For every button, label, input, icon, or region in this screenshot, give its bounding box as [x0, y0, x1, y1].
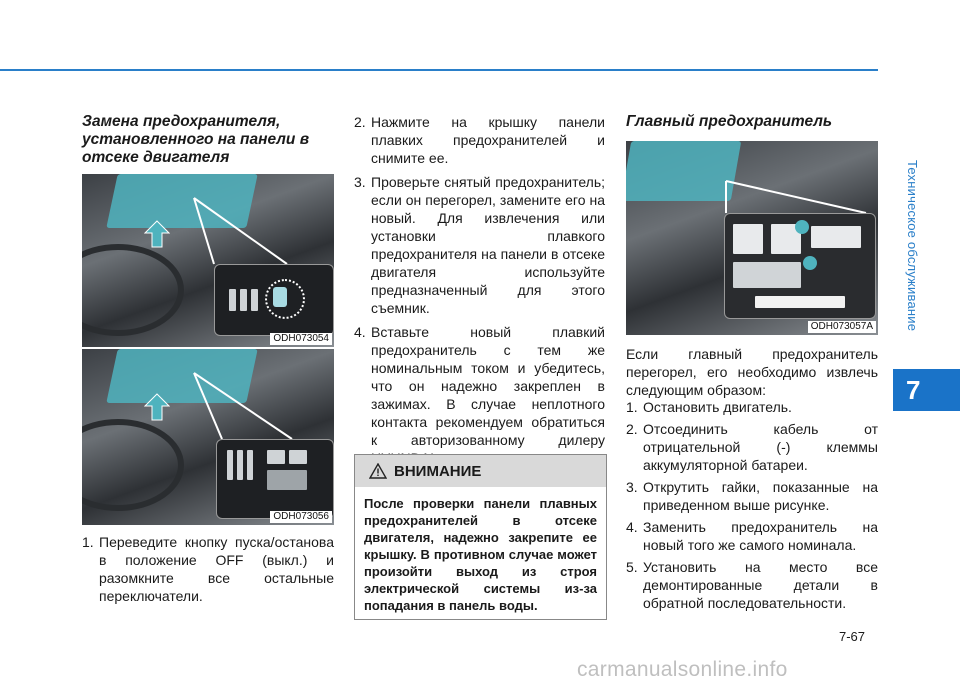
- chapter-title: Техническое обслуживание: [905, 160, 920, 332]
- photo-code: ODH073054: [270, 333, 332, 345]
- step-item: 1. Остановить двигатель.: [626, 399, 792, 415]
- photo-code: ODH073056: [270, 511, 332, 523]
- step-item: 1. Переведите кнопку пуска/останова в положение OFF (выкл.) и разомкните все остальные переключатели.: [82, 534, 334, 604]
- header-rule: [0, 69, 878, 71]
- watermark: carmanualsonline.info: [577, 658, 788, 681]
- warning-box: [354, 454, 607, 620]
- warning-triangle-icon: [369, 463, 387, 479]
- warning-title: ВНИМАНИЕ: [394, 462, 482, 480]
- engine-bay-photo-1: [82, 174, 334, 347]
- step-item: 2. Отсоединить кабель от отрицательной (-) клеммы аккумуляторной батареи.: [626, 421, 878, 473]
- warning-text: После проверки панели плавных предохранителей в отсеке двигателя, надежно закрепите ее крышку. В противном случае может произойти выход из строя электрической системы из-за попадания в панель воды.: [364, 496, 597, 613]
- chapter-number-badge: 7: [893, 369, 960, 411]
- fuse-cover-inset: [214, 264, 334, 336]
- warning-header: [355, 455, 606, 487]
- section-heading-main-fuse: Главный предохранитель: [626, 113, 833, 130]
- main-fuse-inset: [724, 213, 876, 319]
- step-item: 2. Нажмите на крышку панели плавких предохранителей и снимите ее.: [354, 114, 605, 166]
- step-item: 4. Заменить предохранитель на новый того же самого номинала.: [626, 519, 878, 553]
- page-number: 7-67: [839, 629, 866, 644]
- photo-code: ODH073057A: [808, 321, 876, 333]
- steps-list-col1: [82, 533, 334, 605]
- section-heading-fuse-replacement: Замена предохранителя, установленного на панели в отсеке двигателя: [82, 113, 310, 166]
- step-item: 5. Установить на место все демонтированные детали в обратной последовательности.: [626, 559, 878, 611]
- step-item: 3. Проверьте снятый предохранитель; если он перегорел, замените его на новый. Для извлечения или установки плавкого предохранителя на панели в отсеке двигателя используйте предназначенный для этого съемник.: [354, 174, 605, 316]
- fuse-box-inset: [216, 439, 334, 519]
- engine-bay-photo-2: [82, 349, 334, 525]
- steps-list-col3: [626, 398, 878, 612]
- step-item: 3. Открутить гайки, показанные на приведенном выше рисунке.: [626, 479, 878, 513]
- nut-marker: [795, 220, 809, 234]
- main-fuse-photo: [626, 141, 878, 335]
- step-item: 4. Вставьте новый плавкий предохранитель с тем же номинальным током и убедитесь, что он надежно закреплен в зажимах. В случае неплотного контакта рекомендуем обратиться к авторизованному дилеру: [354, 324, 605, 448]
- nut-marker: [803, 256, 817, 270]
- main-fuse-intro: Если главный предохранитель перегорел, его необходимо извлечь следующим образом:: [626, 346, 878, 398]
- steps-list-col2: [354, 113, 605, 467]
